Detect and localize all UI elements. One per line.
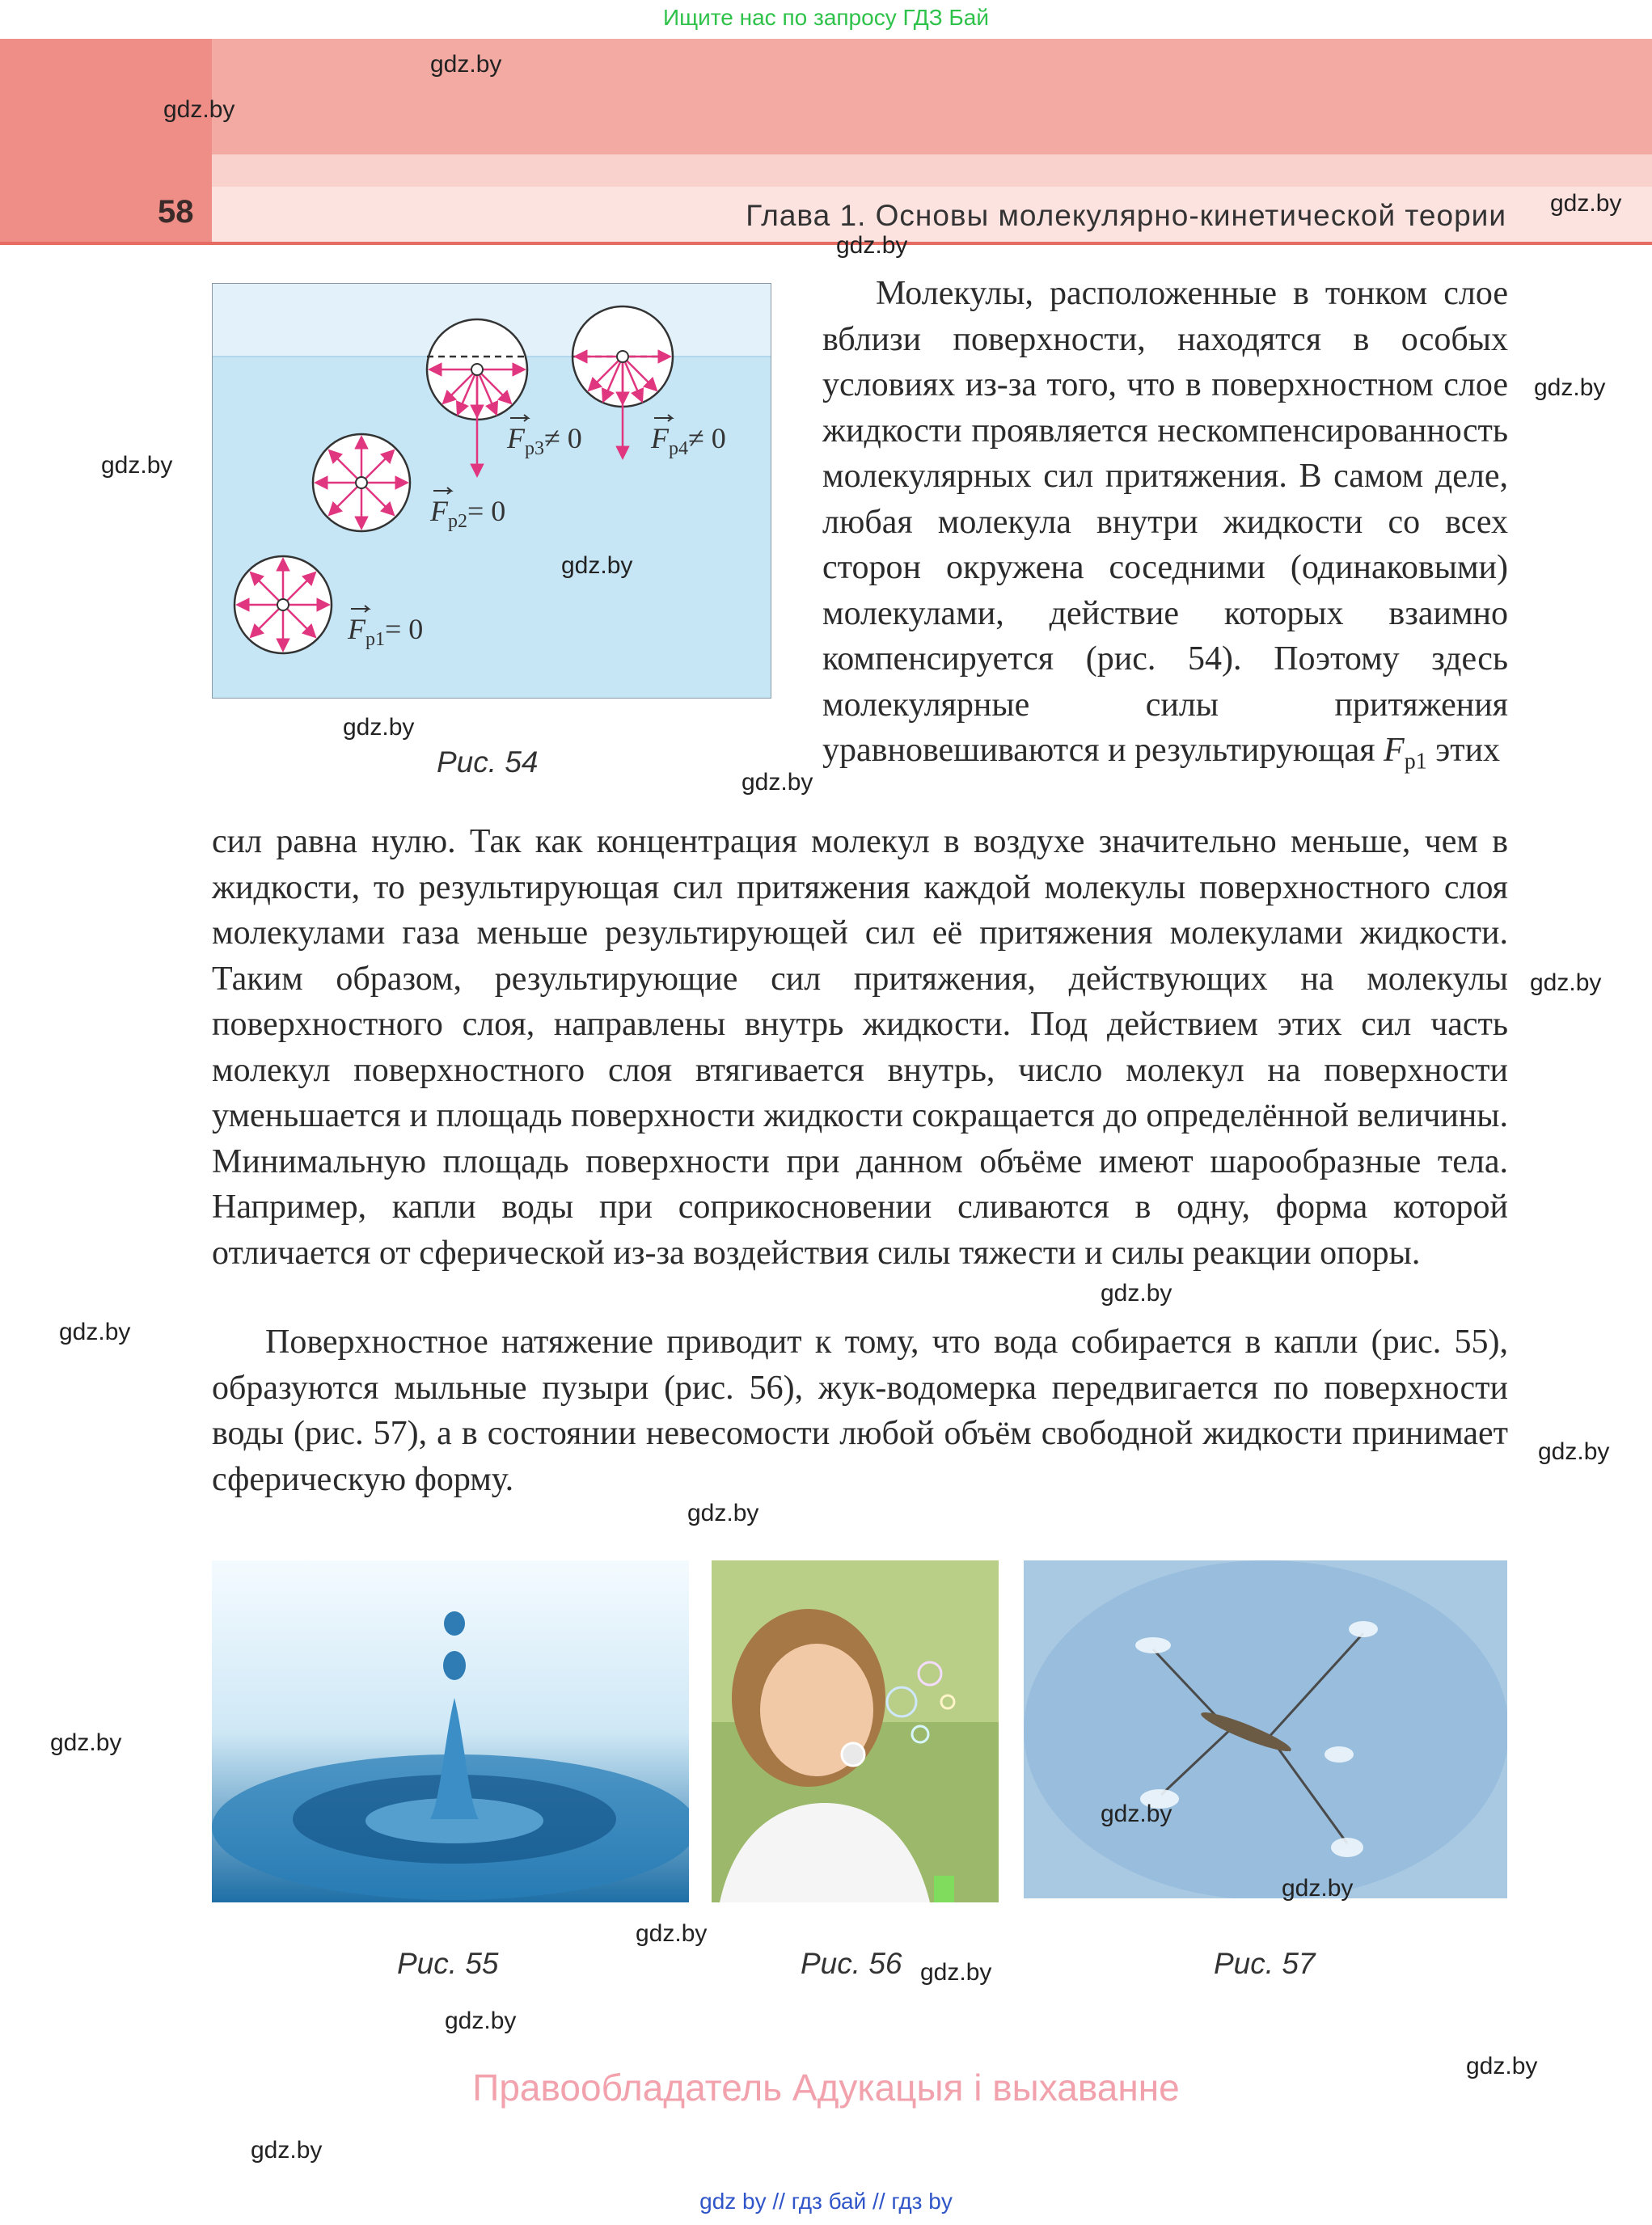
watermark: gdz.by <box>636 1920 708 1947</box>
watermark: gdz.by <box>50 1729 122 1756</box>
photo-56-girl-bubbles <box>712 1560 999 1902</box>
watermark: gdz.by <box>687 1500 759 1526</box>
photo-57-water-strider <box>1024 1560 1507 1898</box>
header-rule <box>0 242 1652 245</box>
watermark: gdz.by <box>561 552 633 579</box>
figure-54-caption: Рис. 54 <box>437 745 539 779</box>
paragraph-1-continued: сил равна нулю. Так как концентрация молекул в воздухе значительно меньше, чем в жидкости, то результирующая сил притяжения каждой молекулы поверхностного слоя молекулами газа меньше результирующей сил её притяжения молекулами жидкости. Таким образом, результирующие сил притяжения, действующих на молекулы поверхностного слоя, направлены внутрь жидкости. Под действием этих сил часть молекул поверхностного слоя втягивается внутрь, число молекул на поверхности уменьшается и площадь поверхности жидкости сокращается до определённой величины. Минимальную площадь поверхности при данном объёме имеют шарообразные тела. Например, капли воды при соприкосновении сливаются в одну, форма которой отличается от сферической из-за воздействия силы тяжести и силы реакции опоры. <box>212 823 1508 1272</box>
watermark: gdz.by <box>251 2137 323 2164</box>
watermark: gdz.by <box>1282 1875 1354 1902</box>
label-f4: $F_{р4}\ne 0$ <box>651 422 726 459</box>
figure-56-caption: Рис. 56 <box>801 1947 902 1980</box>
paragraph-2: Поверхностное натяжение приводит к тому, что вода собирается в капли (рис. 55), образуются мыльные пузыри (рис. 56), жук-водомерка передвигается по поверхности воды (рис. 57), а в состоянии невесомости любой объём свободной жидкости принимает сферическую форму. <box>212 1324 1508 1498</box>
watermark: gdz.by <box>59 1319 131 1345</box>
watermark: gdz.by <box>741 769 813 796</box>
watermark: gdz.by <box>1101 1801 1172 1827</box>
paragraph-1 <box>822 271 1508 785</box>
figure-54-diagram <box>212 283 771 699</box>
header-band-light <box>212 154 1652 187</box>
header-band <box>0 39 1652 154</box>
force-symbol: $F_{р1}$ <box>1384 732 1427 775</box>
watermark: gdz.by <box>836 232 908 259</box>
figure-57-caption: Рис. 57 <box>1214 1947 1316 1980</box>
watermark: gdz.by <box>1101 1280 1172 1307</box>
copyright-footer: Правообладатель Адукацыя і выхаванне <box>472 2067 1180 2109</box>
watermark: gdz.by <box>1534 374 1606 401</box>
figure-55-caption: Рис. 55 <box>397 1947 499 1980</box>
watermark: gdz.by <box>1550 190 1622 217</box>
label-f1: $F_{р1}= 0$ <box>348 613 424 650</box>
paragraph-1-tail: этих <box>1435 732 1501 769</box>
page-number: 58 <box>158 194 194 230</box>
molecule-1 <box>234 556 332 653</box>
top-banner: Ищите нас по запросу ГДЗ Бай <box>662 5 990 30</box>
label-f2: $F_{р2}= 0$ <box>430 495 506 532</box>
watermark: gdz.by <box>445 2008 517 2034</box>
watermark: gdz.by <box>1530 969 1602 996</box>
watermark: gdz.by <box>430 51 502 78</box>
watermark: gdz.by <box>163 96 235 123</box>
bottom-links[interactable]: gdz by // гдз бай // гдз by <box>699 2189 953 2214</box>
watermark: gdz.by <box>101 452 173 479</box>
molecule-2 <box>313 434 410 531</box>
photo-55-water-drop <box>212 1560 689 1902</box>
watermark: gdz.by <box>1538 1438 1610 1465</box>
watermark: gdz.by <box>1466 2053 1538 2079</box>
watermark: gdz.by <box>343 714 415 741</box>
chapter-title: Глава 1. Основы молекулярно-кинетической теории <box>746 199 1506 232</box>
watermark: gdz.by <box>920 1959 992 1986</box>
label-f3: $F_{р3}\ne 0$ <box>507 422 582 459</box>
paragraph-1-text: Молекулы, расположенные в тонком слое вблизи поверхности, находятся в особых условиях из-за того, что в поверхностном слое жидкости проявляется нескомпенсированность молекулярных сил притяжения. В самом деле, любая молекула внутри жидкости со всех сторон окружена соседними (одинаковыми) молекулами, действие которых взаимно компенсируется (рис. 54). Поэтому здесь молекулярные силы притяжения уравновешиваются и результирующая <box>822 275 1508 769</box>
